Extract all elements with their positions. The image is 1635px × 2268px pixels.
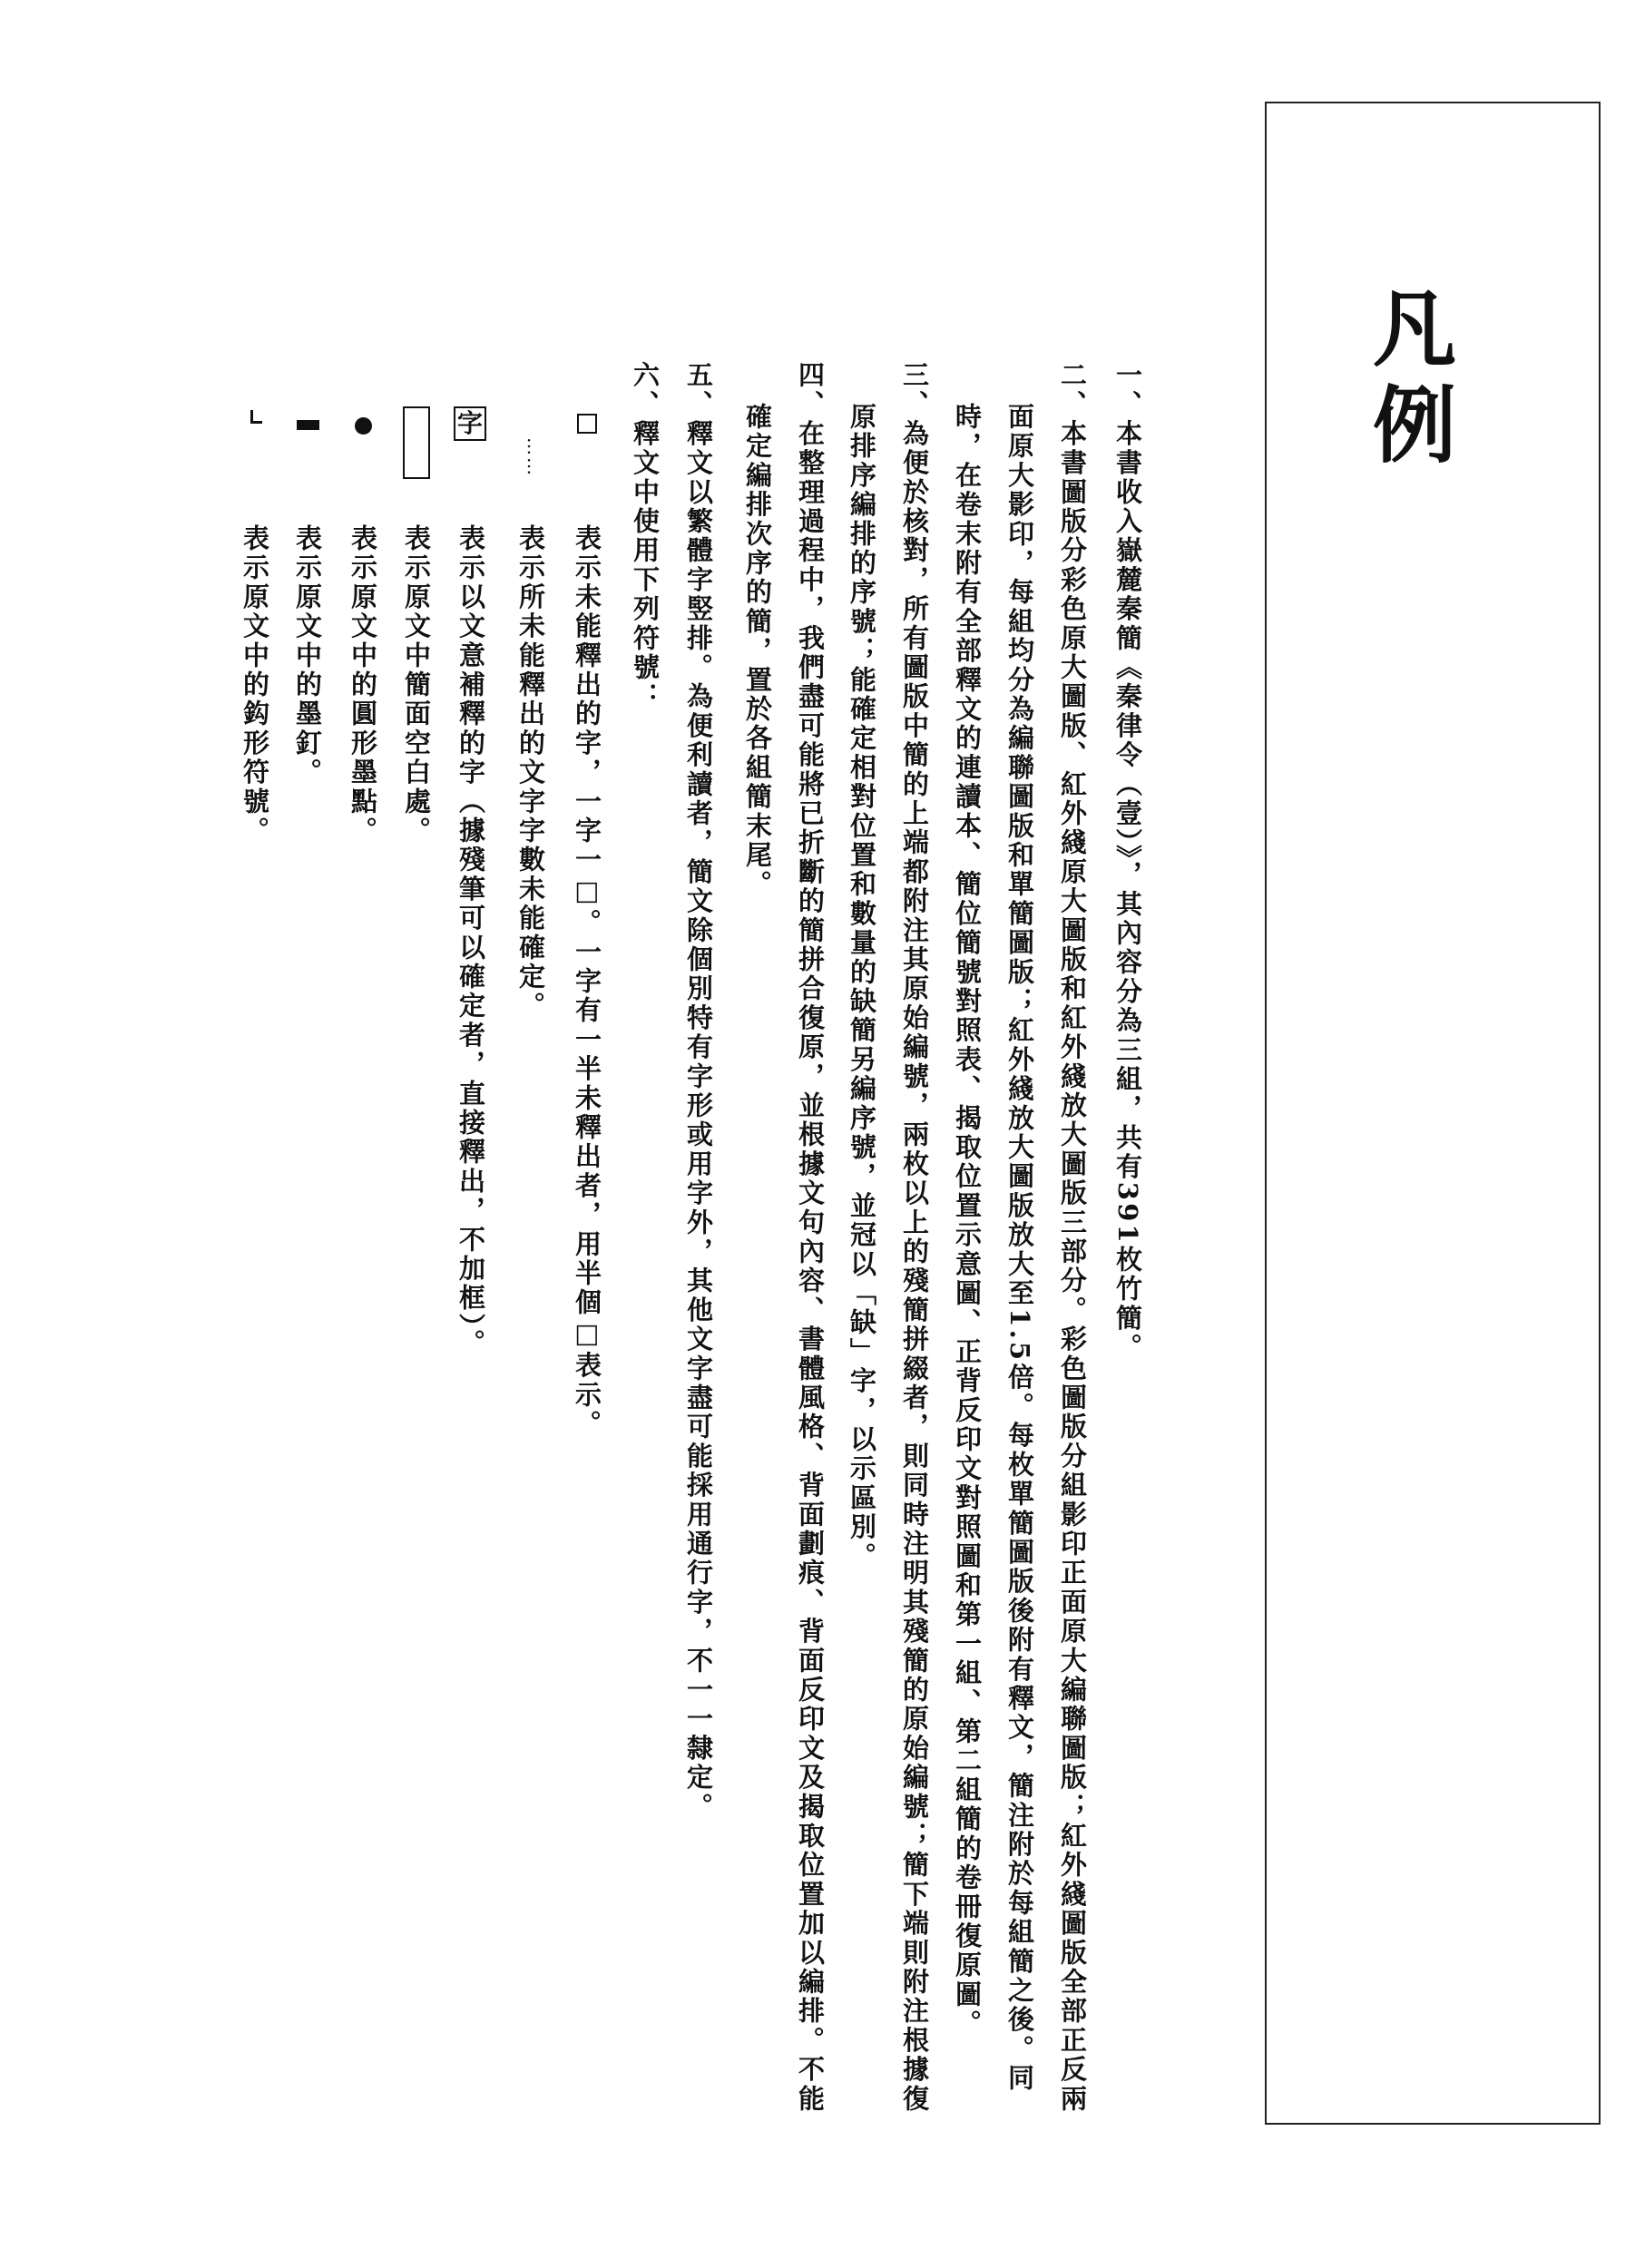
clause-6: 六、釋文中使用下列符號： bbox=[630, 361, 661, 712]
clause-1: 一、本書收入嶽麓秦簡《秦律令（壹）》，其內容分為三組，共有391枚竹簡。 bbox=[1112, 361, 1143, 1363]
clause-2-line-3: 時，在卷末附有全部釋文的連讀本、簡位簡號對照表、揭取位置示意圖、正背反印文對照圖和第一組、第二組簡的卷冊復原圖。 bbox=[952, 403, 983, 2039]
ink-nail-symbol bbox=[297, 420, 319, 430]
symbol-desc-ink-nail: 表示原文中的墨釘。 bbox=[292, 524, 323, 787]
supplemented-char-symbol: 字 bbox=[454, 406, 486, 441]
clause-4-line-1: 四、在整理過程中，我們盡可能將已折斷的簡拼合復原，並根據文句內容、書體風格、背面劃痕、背面反印文及揭取位置加以編排。不能 bbox=[795, 361, 826, 2114]
clause-4-line-2: 確定編排次序的簡，置於各組簡末尾。 bbox=[742, 403, 773, 900]
hook-mark-symbol bbox=[250, 410, 262, 424]
symbol-desc-square: 表示未能釋出的字，一字一□。一字有一半未釋出者，用半個□表示。 bbox=[572, 524, 602, 1440]
clause-3-line-1: 三、為便於核對，所有圖版中簡的上端都附注其原始編號，兩枚以上的殘簡拼綴者，則同時注明其殘簡的原始編號；簡下端則附注根據復 bbox=[899, 361, 930, 2114]
clause-2-line-2: 面原大影印，每組均分為編聯圖版和單簡圖版；紅外綫放大圖版放大至1.5倍。每枚單簡圖版後附有釋文，簡注附於每組簡之後。同 bbox=[1004, 403, 1035, 2094]
round-ink-dot-symbol bbox=[355, 417, 372, 435]
symbol-desc-ellipsis: 表示所未能釋出的文字字數未能確定。 bbox=[515, 524, 546, 1022]
title-box bbox=[1265, 102, 1601, 2125]
blank-space-symbol bbox=[403, 406, 430, 479]
missing-char-square-symbol bbox=[577, 414, 597, 434]
symbol-desc-blank: 表示原文中簡面空白處。 bbox=[401, 524, 432, 846]
clause-3-line-2: 原排序編排的序號；能確定相對位置和數量的缺簡另編序號，並冠以「缺」字，以示區別。 bbox=[847, 403, 877, 1571]
symbol-desc-hook: 表示原文中的鈎形符號。 bbox=[240, 524, 270, 846]
symbol-desc-ink-dot: 表示原文中的圓形墨點。 bbox=[348, 524, 378, 846]
ellipsis-symbol: …… bbox=[524, 437, 545, 477]
page-title: 凡例 bbox=[1359, 285, 1457, 477]
symbol-desc-supplemented: 表示以文意補釋的字（據殘筆可以確定者，直接釋出，不加框）。 bbox=[455, 524, 486, 1359]
clause-5: 五、釋文以繁體字竪排。為便利讀者，簡文除個別特有字形或用字外，其他文字盡可能採用通行字，不一一隸定。 bbox=[683, 361, 714, 1822]
clause-2-line-1: 二、本書圖版分彩色原大圖版、紅外綫原大圖版和紅外綫放大圖版三部分。彩色圖版分組影印正面原大編聯圖版；紅外綫圖版全部正反兩 bbox=[1057, 361, 1088, 2114]
